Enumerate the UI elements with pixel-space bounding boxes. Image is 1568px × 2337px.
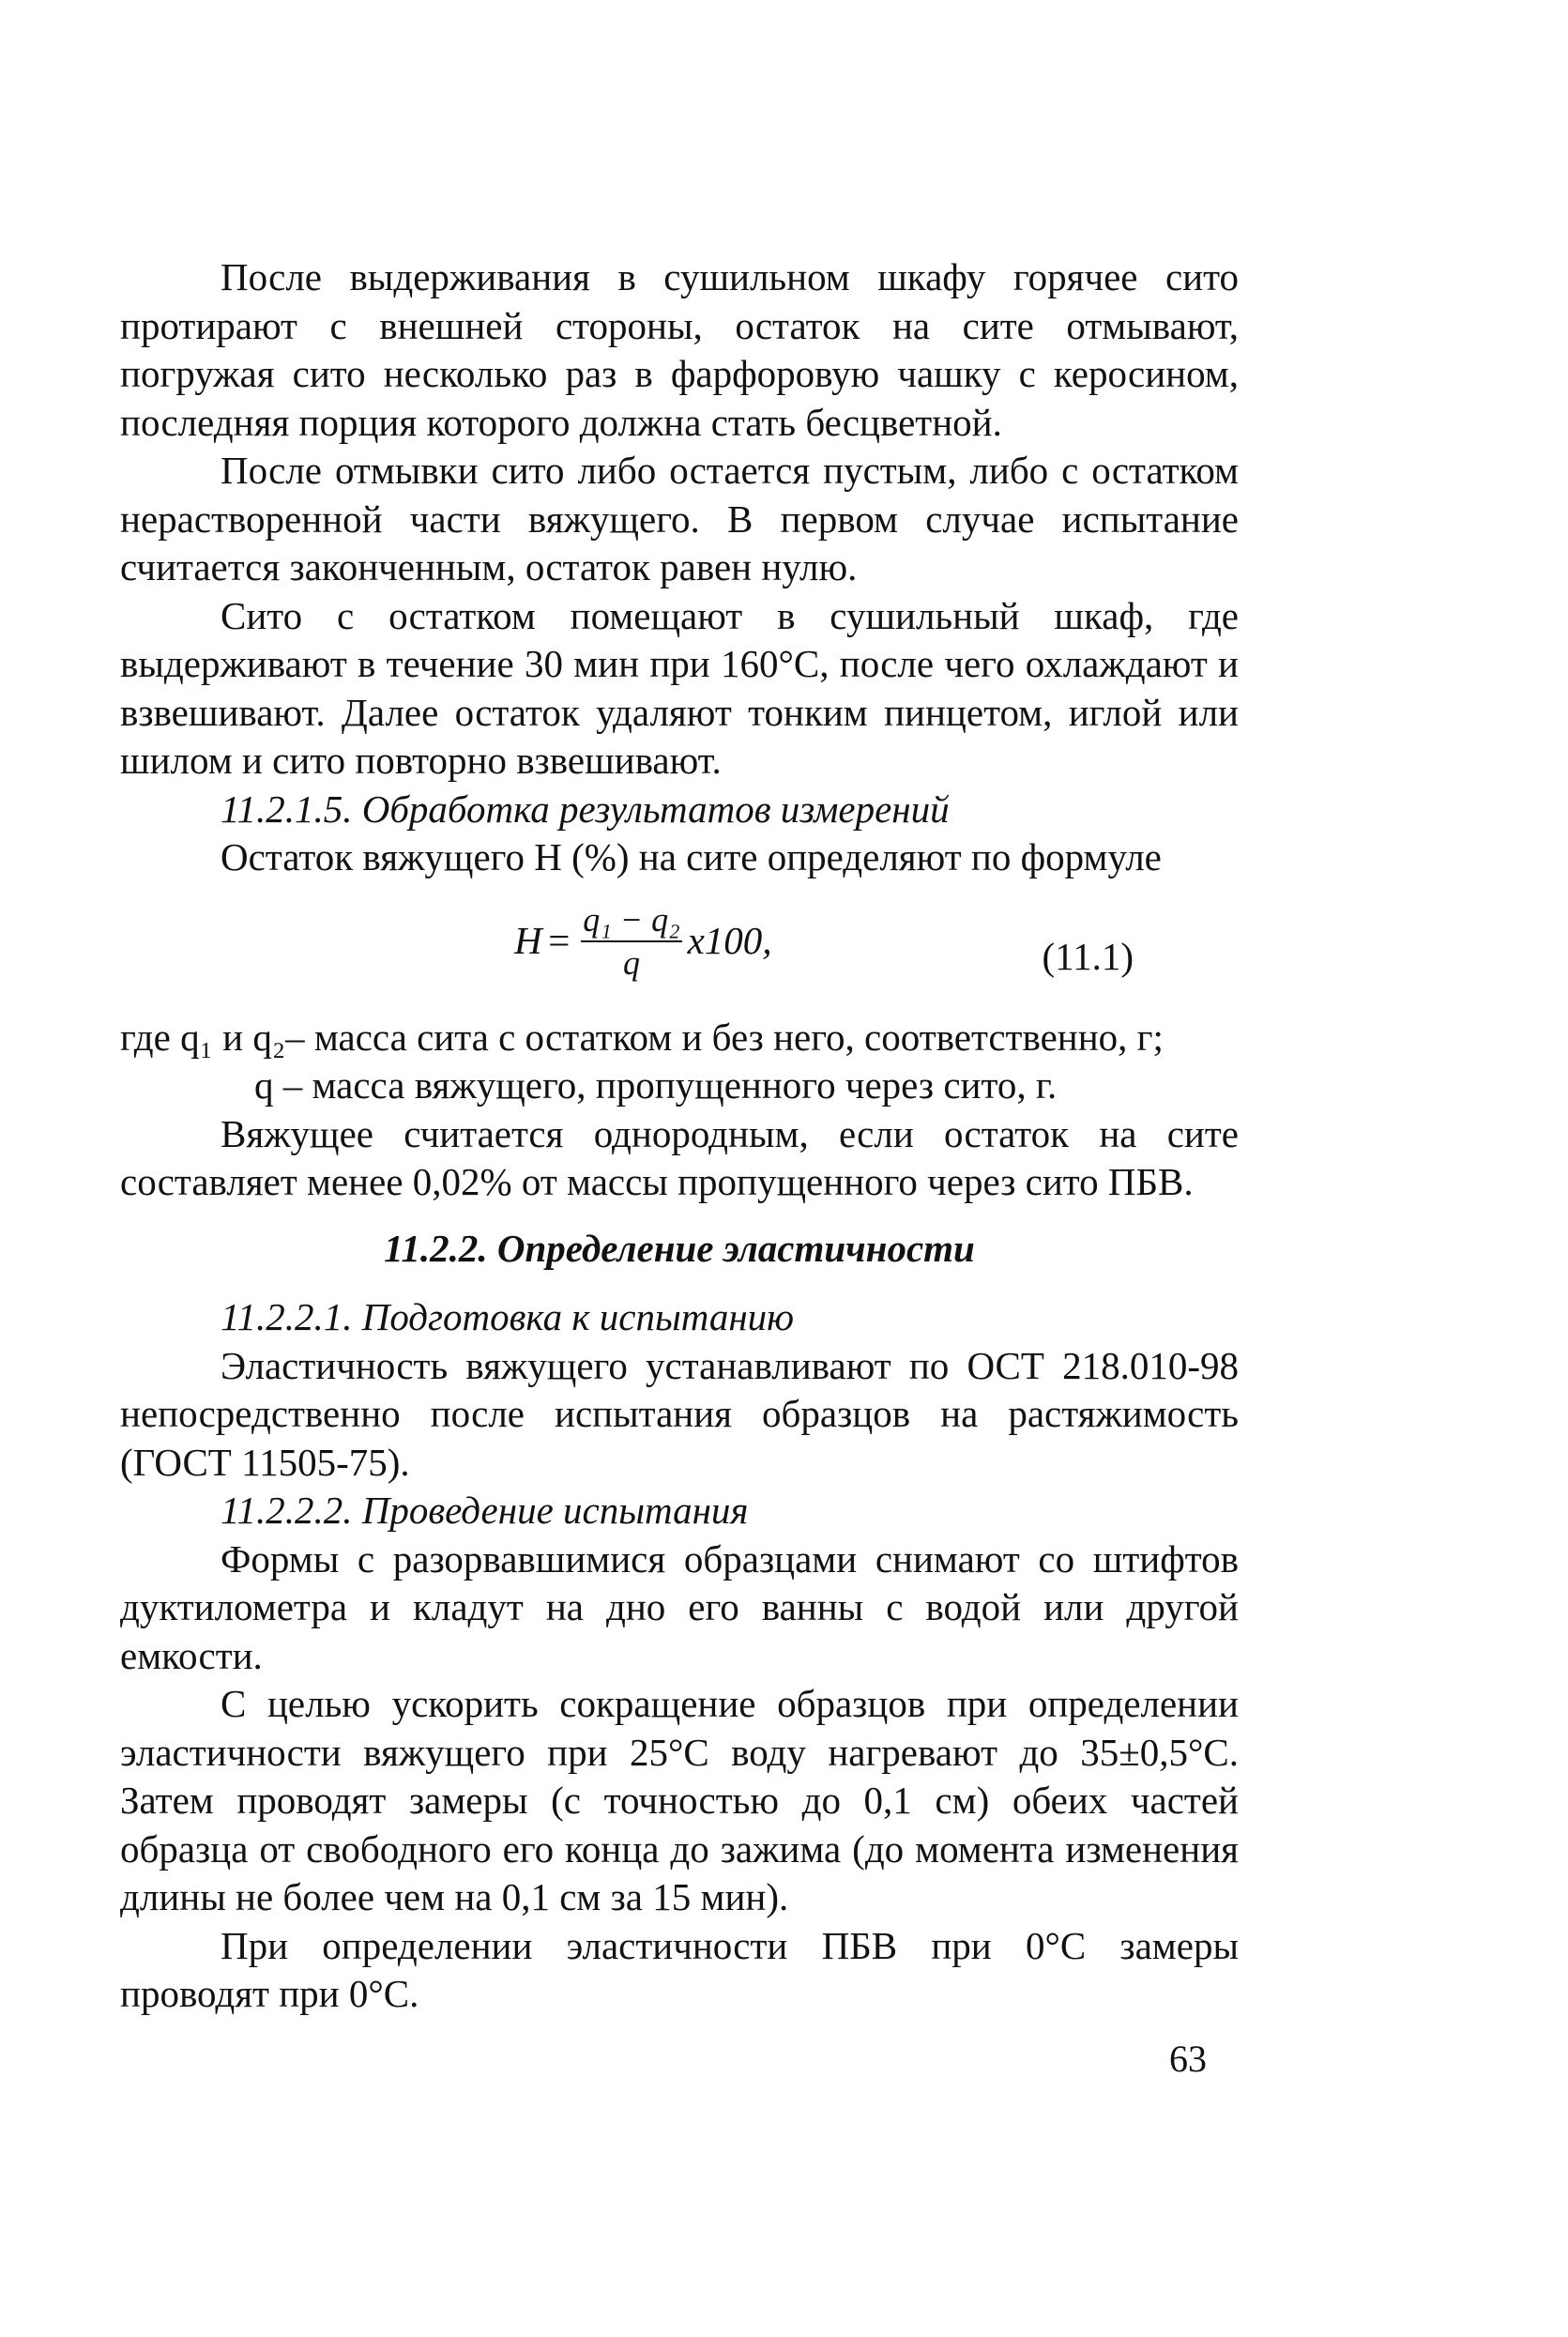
formula-equals: = xyxy=(545,918,572,962)
formula-denominator: q xyxy=(622,943,640,982)
formula-11-1 xyxy=(120,895,1239,1006)
paragraph-7: Формы с разорвавшимися образцами снимают со штифтов дуктилометра и кладут на дно его ванны с водой или другой емкости. xyxy=(120,1536,1239,1677)
paragraph-5: Вяжущее считается однородным, если остаток на сите составляет менее 0,02% от массы пропущенного через сито ПБВ. xyxy=(120,1111,1239,1203)
formula-number: (11.1) xyxy=(1042,934,1134,978)
formula-numerator: q₁ − q₂ xyxy=(581,901,681,942)
page-number: 63 xyxy=(1169,2038,1207,2080)
paragraph-9: При определении эластичности ПБВ при 0°С замеры проводят при 0°С. xyxy=(120,1923,1239,2015)
section-heading-11221: 11.2.2.1. Подготовка к испытанию xyxy=(221,1295,795,1338)
formula-lhs: H xyxy=(514,918,542,962)
where-line-1: где q₁ и q₂– масса сита с остатком и без него, соответственно, г; xyxy=(120,1015,1164,1059)
where-line-2: q – масса вяжущего, пропущенного через сито, г. xyxy=(254,1063,1058,1107)
section-heading-11215: 11.2.1.5. Обработка результатов измерений xyxy=(221,787,950,831)
paragraph-3: Сито с остатком помещают в сушильный шкаф, где выдерживают в течение 30 мин при 160°С, после чего охлаждают и взвешивают. Далее остаток удаляют тонким пинцетом, иглой или шилом и сито повторно взвешивают. xyxy=(120,593,1239,782)
formula-expression xyxy=(514,901,772,982)
paragraph-2: После отмывки сито либо остается пустым, либо с остатком нерастворенной части вяжущего. В первом случае испытание считается законченным, остаток равен нулю. xyxy=(120,449,1239,588)
paragraph-6: Эластичность вяжущего устанавливают по ОСТ 218.010-98 непосредственно после испытания образцов на растяжимость (ГОСТ 11505-75). xyxy=(120,1343,1239,1484)
formula-tail: x100, xyxy=(687,918,772,962)
section-heading-11222: 11.2.2.2. Проведение испытания xyxy=(221,1489,749,1532)
paragraph-8: С целью ускорить сокращение образцов при определении эластичности вяжущего при 25°С воду нагревают до 35±0,5°С. Затем проводят замеры (с точностью до 0,1 см) обеих частей образца от свободного его конца до зажима (до момента изменения длины не более чем на 0,1 см за 15 мин). xyxy=(120,1682,1239,1918)
page-body xyxy=(120,253,1239,2019)
paragraph-1: После выдерживания в сушильном шкафу горячее сито протирают с внешней стороны, остаток на сите отмывают, погружая сито несколько раз в фарфоровую чашку с керосином, последняя порция которого должна стать бесцветной. xyxy=(120,255,1239,444)
formula-fraction xyxy=(581,901,681,982)
section-heading-1122: 11.2.2. Определение эластичности xyxy=(384,1226,975,1270)
paragraph-4: Остаток вяжущего Н (%) на сите определяют по формуле xyxy=(221,835,1162,878)
